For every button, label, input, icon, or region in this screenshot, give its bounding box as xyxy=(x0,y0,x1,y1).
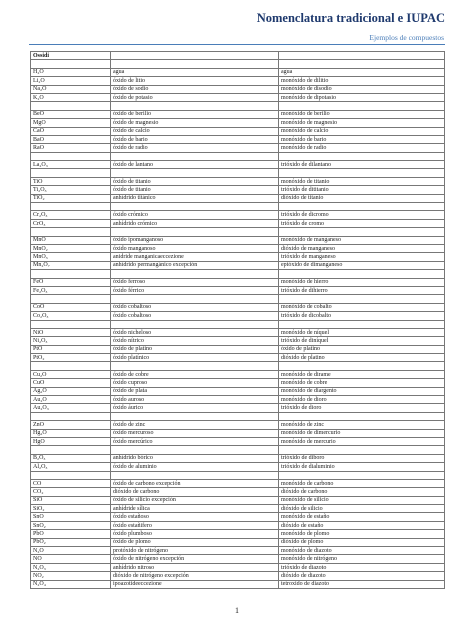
formula-cell: PbO xyxy=(31,530,111,538)
iupac-name-cell: eptóxido de dimanganeso xyxy=(279,261,445,269)
iupac-name-cell: monóxido de dirame xyxy=(279,370,445,378)
formula-cell: BeO xyxy=(31,110,111,118)
traditional-name-cell: agua xyxy=(111,68,279,76)
iupac-name-cell: monóxido de hierro xyxy=(279,278,445,286)
traditional-name-cell xyxy=(111,228,279,236)
compounds-table xyxy=(30,51,445,589)
traditional-name-cell: anhídrido permangánico excepción xyxy=(111,261,279,269)
table-row xyxy=(31,379,445,387)
iupac-name-cell xyxy=(279,471,445,479)
table-row xyxy=(31,521,445,529)
table-row xyxy=(31,110,445,118)
iupac-name-cell: monóxido de titanio xyxy=(279,177,445,185)
table-row xyxy=(31,303,445,311)
formula-cell xyxy=(31,320,111,328)
formula-cell: SiO₂ xyxy=(31,505,111,513)
iupac-name-cell xyxy=(279,102,445,110)
table-row xyxy=(31,85,445,93)
formula-cell: CO xyxy=(31,479,111,487)
formula-cell: N₂O₄ xyxy=(31,580,111,588)
iupac-name-cell: monóxido de magnesio xyxy=(279,119,445,127)
table-row xyxy=(31,563,445,571)
formula-cell xyxy=(31,471,111,479)
traditional-name-cell: óxido nicheloso xyxy=(111,328,279,336)
formula-cell xyxy=(31,169,111,177)
iupac-name-cell: trióxido de dicobalto xyxy=(279,312,445,320)
traditional-name-cell xyxy=(111,295,279,303)
iupac-name-cell: dióxido de manganeso xyxy=(279,244,445,252)
table-row xyxy=(31,454,445,462)
traditional-name-cell: óxido de zinc xyxy=(111,421,279,429)
table-row xyxy=(31,127,445,135)
table-heading: Ossidi xyxy=(31,52,111,60)
formula-cell: SnO xyxy=(31,513,111,521)
formula-cell xyxy=(31,270,111,278)
formula-cell: TiO₂ xyxy=(31,194,111,202)
table-row xyxy=(31,538,445,546)
table-spacer-row xyxy=(31,169,445,177)
traditional-name-cell: óxido de sodio xyxy=(111,85,279,93)
traditional-name-cell: óxido de titanio xyxy=(111,177,279,185)
iupac-name-cell: dióxido de silicio xyxy=(279,505,445,513)
formula-cell xyxy=(31,446,111,454)
iupac-name-cell: monóxido de dilitio xyxy=(279,77,445,85)
traditional-name-cell: anhídrido nitroso xyxy=(111,563,279,571)
table-row xyxy=(31,370,445,378)
traditional-name-cell xyxy=(111,102,279,110)
table-row xyxy=(31,337,445,345)
traditional-name-cell: protóxido de nitrógeno xyxy=(111,547,279,555)
traditional-name-cell: óxido manganoso xyxy=(111,244,279,252)
traditional-name-cell: óxido de platino xyxy=(111,345,279,353)
iupac-name-cell xyxy=(279,60,445,68)
formula-cell: Mn₂O₇ xyxy=(31,261,111,269)
traditional-name-cell: óxido de silicio excepción xyxy=(111,496,279,504)
traditional-name-cell: óxido auroso xyxy=(111,396,279,404)
table-row xyxy=(31,396,445,404)
traditional-name-cell: óxido de plata xyxy=(111,387,279,395)
iupac-name-cell: dióxido de carbono xyxy=(279,488,445,496)
iupac-name-cell xyxy=(279,169,445,177)
formula-cell: N₂O xyxy=(31,547,111,555)
iupac-name-cell: monóxido de diargento xyxy=(279,387,445,395)
traditional-name-cell: óxido crómico xyxy=(111,211,279,219)
table-row xyxy=(31,387,445,395)
formula-cell: BaO xyxy=(31,135,111,143)
table-row xyxy=(31,278,445,286)
iupac-name-cell: monóxido de nitrógeno xyxy=(279,555,445,563)
table-row xyxy=(31,119,445,127)
traditional-name-cell: óxido estañifero xyxy=(111,521,279,529)
formula-cell xyxy=(31,362,111,370)
table-row xyxy=(31,177,445,185)
formula-cell: Cr₂O₃ xyxy=(31,211,111,219)
traditional-name-cell xyxy=(111,320,279,328)
formula-cell: MnO₂ xyxy=(31,244,111,252)
formula-cell: B₂O₃ xyxy=(31,454,111,462)
iupac-name-cell: tetroxido de diazoto xyxy=(279,580,445,588)
iupac-name-cell: trióxido de dihierro xyxy=(279,286,445,294)
page-number: 1 xyxy=(235,606,239,615)
formula-cell: MnO₃ xyxy=(31,253,111,261)
table-row xyxy=(31,404,445,412)
formula-cell: N₂O₃ xyxy=(31,563,111,571)
iupac-name-cell: monóxido de berilio xyxy=(279,110,445,118)
table-row xyxy=(31,135,445,143)
table-row xyxy=(31,68,445,76)
header-divider xyxy=(29,44,445,45)
traditional-name-cell xyxy=(111,446,279,454)
traditional-name-cell: óxido mercúrico xyxy=(111,437,279,445)
formula-cell xyxy=(31,412,111,420)
traditional-name-cell: óxido de aluminio xyxy=(111,463,279,471)
traditional-name-cell xyxy=(111,152,279,160)
formula-cell: Ag₂O xyxy=(31,387,111,395)
table-row xyxy=(31,437,445,445)
iupac-name-cell: trióxido de dilantano xyxy=(279,161,445,169)
iupac-name-cell xyxy=(279,203,445,211)
iupac-name-cell: trióxido de diazoto xyxy=(279,563,445,571)
iupac-name-cell: trióxido de dialuminio xyxy=(279,463,445,471)
iupac-name-cell: dióxido de estaño xyxy=(279,521,445,529)
traditional-name-cell: óxido mercuroso xyxy=(111,429,279,437)
table-row xyxy=(31,312,445,320)
iupac-name-cell: agua xyxy=(279,68,445,76)
formula-cell: ZnO xyxy=(31,421,111,429)
traditional-name-cell: ipoazotideeccezione xyxy=(111,580,279,588)
traditional-name-cell: óxido cuproso xyxy=(111,379,279,387)
traditional-name-cell: óxido de calcio xyxy=(111,127,279,135)
table-row xyxy=(31,77,445,85)
formula-cell: MgO xyxy=(31,119,111,127)
formula-cell: FeO xyxy=(31,278,111,286)
table-spacer-row xyxy=(31,270,445,278)
traditional-name-cell: óxido de radio xyxy=(111,144,279,152)
table-row xyxy=(31,580,445,588)
iupac-name-cell: monóxido de dimercurio xyxy=(279,429,445,437)
iupac-name-cell: monóxido de manganeso xyxy=(279,236,445,244)
iupac-name-cell xyxy=(279,362,445,370)
document-title: Nomenclatura tradicional e IUPAC xyxy=(256,11,445,25)
traditional-name-cell: óxido de plomo xyxy=(111,538,279,546)
table-row xyxy=(31,186,445,194)
traditional-name-cell: óxido de bario xyxy=(111,135,279,143)
iupac-name-cell: monóxido de silicio xyxy=(279,496,445,504)
table-spacer-row xyxy=(31,60,445,68)
table-row xyxy=(31,261,445,269)
iupac-name-cell: monóxido de cobalto xyxy=(279,303,445,311)
iupac-name-cell xyxy=(279,270,445,278)
traditional-name-cell: óxido de titanio xyxy=(111,186,279,194)
table-row xyxy=(31,463,445,471)
table-row xyxy=(31,93,445,101)
table-row xyxy=(31,286,445,294)
iupac-name-cell xyxy=(279,295,445,303)
table-row xyxy=(31,572,445,580)
traditional-name-cell: anhídrido bórico xyxy=(111,454,279,462)
traditional-name-cell: óxido de lantano xyxy=(111,161,279,169)
table-row xyxy=(31,530,445,538)
table-row xyxy=(31,488,445,496)
traditional-name-cell xyxy=(111,471,279,479)
table-row xyxy=(31,345,445,353)
table-spacer-row xyxy=(31,471,445,479)
formula-cell xyxy=(31,203,111,211)
traditional-name-cell: anhídrido titánico xyxy=(111,194,279,202)
table-heading-row xyxy=(31,52,445,60)
iupac-name-cell: monóxido de mercurio xyxy=(279,437,445,445)
table-spacer-row xyxy=(31,412,445,420)
formula-cell: Al₂O₃ xyxy=(31,463,111,471)
iupac-name-cell: monóxido de calcio xyxy=(279,127,445,135)
iupac-name-cell: monóxido de níquel xyxy=(279,328,445,336)
formula-cell: NO xyxy=(31,555,111,563)
traditional-name-cell xyxy=(111,60,279,68)
traditional-name-cell xyxy=(111,362,279,370)
traditional-name-cell: óxido de magnesio xyxy=(111,119,279,127)
formula-cell: CoO xyxy=(31,303,111,311)
table-row xyxy=(31,161,445,169)
formula-cell: Hg₂O xyxy=(31,429,111,437)
traditional-name-cell: óxido estañoso xyxy=(111,513,279,521)
iupac-name-cell: trióxido de diboro xyxy=(279,454,445,462)
formula-cell: K₂O xyxy=(31,93,111,101)
iupac-name-cell: dióxido de titanio xyxy=(279,194,445,202)
iupac-name-cell: monóxido de radio xyxy=(279,144,445,152)
formula-cell: Ni₂O₃ xyxy=(31,337,111,345)
traditional-name-cell: óxido de potasio xyxy=(111,93,279,101)
iupac-name-cell: monóxido de dipotasio xyxy=(279,93,445,101)
traditional-name-cell xyxy=(111,169,279,177)
traditional-name-cell: óxido férrico xyxy=(111,286,279,294)
formula-cell: Cu₂O xyxy=(31,370,111,378)
formula-cell: HgO xyxy=(31,437,111,445)
table-row xyxy=(31,429,445,437)
traditional-name-cell: óxido de cobre xyxy=(111,370,279,378)
iupac-name-cell xyxy=(279,228,445,236)
formula-cell: NO₂ xyxy=(31,572,111,580)
table-row xyxy=(31,194,445,202)
formula-cell: CuO xyxy=(31,379,111,387)
formula-cell: Na₂O xyxy=(31,85,111,93)
formula-cell: SnO₂ xyxy=(31,521,111,529)
traditional-name-cell: óxido de litio xyxy=(111,77,279,85)
formula-cell: PbO₂ xyxy=(31,538,111,546)
traditional-name-cell: dióxido de carbono xyxy=(111,488,279,496)
iupac-name-cell: dióxido de diazoto xyxy=(279,572,445,580)
iupac-name-cell: monóxido de cobre xyxy=(279,379,445,387)
iupac-name-cell xyxy=(279,152,445,160)
table-row xyxy=(31,555,445,563)
formula-cell: La₂O₃ xyxy=(31,161,111,169)
formula-cell: Au₂O xyxy=(31,396,111,404)
iupac-name-cell: dióxido de plomo xyxy=(279,538,445,546)
iupac-name-cell: monóxido de bario xyxy=(279,135,445,143)
formula-cell xyxy=(31,60,111,68)
table-row xyxy=(31,211,445,219)
table-row xyxy=(31,496,445,504)
iupac-name-cell: monóxido de estaño xyxy=(279,513,445,521)
traditional-name-cell: anidride manganicaeccezione xyxy=(111,253,279,261)
formula-cell: RaO xyxy=(31,144,111,152)
traditional-name-cell: óxido cobaltoso xyxy=(111,303,279,311)
iupac-name-cell: monóxido de diazoto xyxy=(279,547,445,555)
formula-cell: PtO₂ xyxy=(31,354,111,362)
iupac-name-cell: trióxido de cromo xyxy=(279,219,445,227)
table-row xyxy=(31,144,445,152)
traditional-name-cell: óxido ferroso xyxy=(111,278,279,286)
table-spacer-row xyxy=(31,362,445,370)
iupac-name-cell: monóxido de zinc xyxy=(279,421,445,429)
table-spacer-row xyxy=(31,102,445,110)
traditional-name-cell: dióxido de nitrógeno excepción xyxy=(111,572,279,580)
iupac-name-cell: monóxido de carbono xyxy=(279,479,445,487)
iupac-name-cell: trióxido de dioro xyxy=(279,404,445,412)
table-row xyxy=(31,328,445,336)
traditional-name-cell: óxido de carbono excepción xyxy=(111,479,279,487)
iupac-name-cell: monóxido de dioro xyxy=(279,396,445,404)
table-row xyxy=(31,505,445,513)
table-row xyxy=(31,253,445,261)
table-row xyxy=(31,513,445,521)
iupac-name-cell: monóxido de disodio xyxy=(279,85,445,93)
table-spacer-row xyxy=(31,152,445,160)
traditional-name-cell xyxy=(111,270,279,278)
formula-cell: PtO xyxy=(31,345,111,353)
table-row xyxy=(31,244,445,252)
table-heading-empty-cell xyxy=(111,52,279,60)
document-subtitle: Ejemplos de compuestos xyxy=(369,33,444,42)
iupac-name-cell: dióxido de platino xyxy=(279,354,445,362)
traditional-name-cell: óxido nítrico xyxy=(111,337,279,345)
formula-cell xyxy=(31,102,111,110)
iupac-name-cell xyxy=(279,412,445,420)
table-row xyxy=(31,479,445,487)
formula-cell: TiO xyxy=(31,177,111,185)
table-spacer-row xyxy=(31,446,445,454)
formula-cell: Li₂O xyxy=(31,77,111,85)
iupac-name-cell: monóxido de plomo xyxy=(279,530,445,538)
formula-cell xyxy=(31,295,111,303)
iupac-name-cell: trióxido de dicromo xyxy=(279,211,445,219)
formula-cell: Co₂O₃ xyxy=(31,312,111,320)
traditional-name-cell: óxido platínico xyxy=(111,354,279,362)
iupac-name-cell: trióxido de manganeso xyxy=(279,253,445,261)
formula-cell: Ti₂O₃ xyxy=(31,186,111,194)
formula-cell: CaO xyxy=(31,127,111,135)
formula-cell: CrO₃ xyxy=(31,219,111,227)
table-spacer-row xyxy=(31,320,445,328)
formula-cell: H₂O xyxy=(31,68,111,76)
iupac-name-cell xyxy=(279,446,445,454)
formula-cell xyxy=(31,228,111,236)
traditional-name-cell: anhídrido crómico xyxy=(111,219,279,227)
traditional-name-cell: óxido de berilio xyxy=(111,110,279,118)
formula-cell: MnO xyxy=(31,236,111,244)
formula-cell: Fe₂O₃ xyxy=(31,286,111,294)
traditional-name-cell: anhídride sílica xyxy=(111,505,279,513)
table-heading-empty-cell xyxy=(279,52,445,60)
table-row xyxy=(31,354,445,362)
formula-cell: Au₂O₃ xyxy=(31,404,111,412)
formula-cell xyxy=(31,152,111,160)
traditional-name-cell: óxido cobaltoso xyxy=(111,312,279,320)
formula-cell: SiO xyxy=(31,496,111,504)
iupac-name-cell: trióxido de diníquel xyxy=(279,337,445,345)
table-row xyxy=(31,421,445,429)
traditional-name-cell: óxido plumboso xyxy=(111,530,279,538)
table-row xyxy=(31,236,445,244)
iupac-name-cell xyxy=(279,320,445,328)
traditional-name-cell: óxido áurico xyxy=(111,404,279,412)
formula-cell: CO₂ xyxy=(31,488,111,496)
table-spacer-row xyxy=(31,203,445,211)
table-spacer-row xyxy=(31,228,445,236)
traditional-name-cell: óxido de nitrógeno excepción xyxy=(111,555,279,563)
traditional-name-cell xyxy=(111,412,279,420)
iupac-name-cell: óxido de platino xyxy=(279,345,445,353)
table-row xyxy=(31,219,445,227)
table-row xyxy=(31,547,445,555)
table-spacer-row xyxy=(31,295,445,303)
formula-cell: NiO xyxy=(31,328,111,336)
traditional-name-cell xyxy=(111,203,279,211)
iupac-name-cell: trióxido de dititanio xyxy=(279,186,445,194)
traditional-name-cell: óxido ipomanganoso xyxy=(111,236,279,244)
